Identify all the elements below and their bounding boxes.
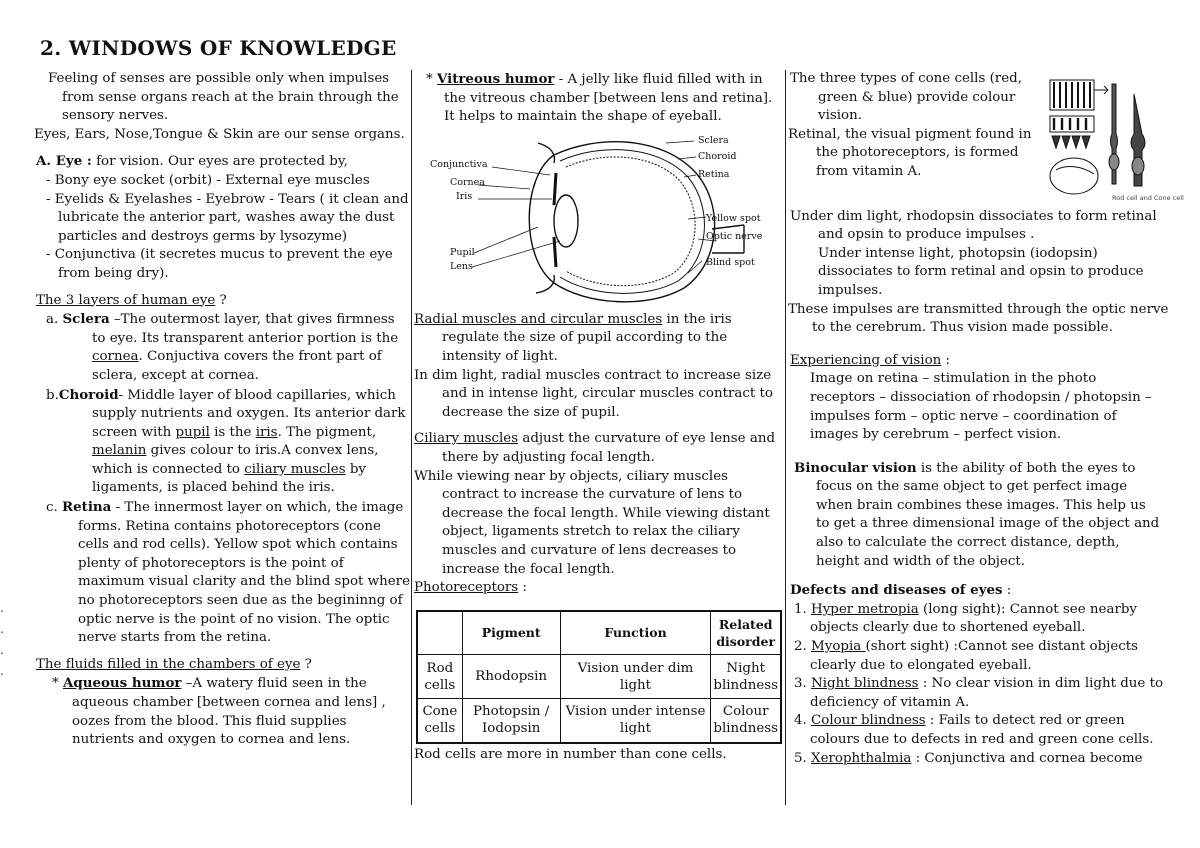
leader-choroid	[678, 157, 696, 159]
defect-name: Xerophthalmia	[811, 750, 912, 766]
defect-num: 4.	[794, 713, 812, 729]
retina-prefix: c.	[46, 500, 63, 516]
leader-cornea	[478, 185, 530, 189]
sense-organs-line: Eyes, Ears, Nose,Tongue & Skin are our sense organs.	[34, 126, 405, 142]
near-objects-para: While viewing near by objects, ciliary muscles contract to increase the curvature of lens to decrease the focal length. While viewing distant object, ligaments stretch to relax the ciliary muscles and curvature of lens decreases to increase the focal length.	[414, 468, 770, 577]
ciliary-para	[414, 430, 778, 467]
label-retina: Retina	[698, 168, 730, 180]
iris-upper	[554, 173, 556, 205]
eyelid-upper	[538, 143, 554, 163]
binocular-text: is the ability of both the eyes to focus on the same object to get perfect image when brain combines these images. This help us to get a three dimensional image of the object and also to calculate the correct distance, depth, height and width of the object.	[816, 460, 1160, 569]
protection-item: - Conjunctiva (it secretes mucus to prevent the eye from being dry).	[46, 247, 393, 281]
label-pupil: Pupil	[450, 246, 475, 258]
choroid-pupil: pupil	[175, 424, 210, 440]
label-optic-nerve: Optic nerve	[706, 230, 763, 242]
choroid-name: Choroid	[58, 386, 119, 403]
retina-name: Retina	[62, 499, 112, 516]
defects-heading	[790, 581, 1170, 601]
protection-item: - Eyelids & Eyelashes - Eyebrow - Tears ( it clean and lubricate the anterior part, washes away the dust particles and destroys germs by lysozyme)	[46, 191, 409, 244]
label-yellow-spot: Yellow spot	[706, 212, 761, 224]
label-cornea: Cornea	[450, 176, 485, 188]
photo-heading-text: Photoreceptors	[414, 580, 519, 596]
vitreous-star: *	[426, 72, 437, 87]
eyeball-inner	[566, 157, 695, 286]
defect-item	[790, 638, 1170, 675]
retina-layer-mid	[1050, 116, 1094, 132]
top-text-block	[790, 70, 1036, 182]
defect-num: 5.	[794, 750, 812, 766]
cone-types-para: The three types of cone cells (red, green & blue) provide colour vision.	[790, 71, 1022, 124]
intro-paragraph: Feeling of senses are possible only when impulses from sense organs reach at the brain through the sensory nerves.	[48, 71, 399, 124]
choroid-text-3: . The pigment,	[277, 424, 377, 440]
layers-heading	[36, 292, 412, 311]
table-header: Related disorder	[711, 611, 781, 655]
retina-cells-top	[1054, 82, 1090, 108]
margin-mark: .	[0, 643, 4, 657]
rod-cone-figure	[1046, 74, 1184, 206]
exp-heading-text: Experiencing of vision	[790, 352, 942, 368]
photoreceptor-table	[416, 610, 782, 744]
defects-heading-colon: :	[1002, 583, 1012, 599]
label-choroid: Choroid	[698, 150, 737, 162]
figure-caption: Rod cell and Cone cell	[1112, 194, 1184, 202]
leader-lens	[472, 241, 560, 267]
sclera-cornea: cornea	[92, 349, 139, 365]
radial-heading: Radial muscles and circular muscles	[414, 311, 663, 327]
choroid-prefix: b.	[46, 387, 59, 403]
fluids-heading	[36, 656, 412, 675]
label-sclera: Sclera	[698, 134, 729, 146]
column-1	[36, 70, 412, 750]
defect-text: (long sight): Cannot see nearby objects clearly due to shortened eyeball.	[810, 601, 1137, 636]
arrow	[1094, 86, 1108, 94]
cone-cell-nucleus	[1132, 157, 1144, 175]
column-3	[788, 70, 1184, 768]
choroid-text-5: by ligaments, is placed behind the iris.	[92, 461, 366, 496]
vitreous-text: - A jelly like fluid filled with in the vitreous chamber [between lens and retina]. It helps to maintain the shape of eyeball.	[444, 72, 773, 125]
vitreous-name: Vitreous humor	[436, 71, 555, 87]
retina-item	[36, 498, 412, 648]
radial-muscles-para	[414, 311, 778, 367]
retina-cells-mid	[1054, 118, 1086, 130]
table-row	[417, 655, 781, 699]
retina-cones	[1052, 136, 1090, 148]
table-cell: Colour blindness	[711, 699, 781, 743]
retinal-para: Retinal, the visual pigment found in the photoreceptors, is formed from vitamin A.	[788, 126, 1032, 179]
vitreous-item	[414, 70, 778, 127]
leader-yellow-spot	[688, 217, 706, 219]
lens-shape	[554, 195, 578, 247]
dim-light-para: Under dim light, rhodopsin dissociates to form retinal and opsin to produce impulses .	[790, 208, 1157, 243]
column-divider-2	[785, 70, 786, 805]
choroid-ciliary: ciliary muscles	[244, 461, 346, 477]
sclera-prefix: a.	[46, 312, 63, 328]
dim-light-para: In dim light, radial muscles contract to increase size and in intense light, circular muscles contract to decrease the size of pupil.	[414, 367, 773, 420]
margin-mark: .	[0, 601, 4, 615]
label-iris: Iris	[456, 190, 473, 202]
aqueous-name: Aqueous humor	[62, 675, 182, 692]
defect-name: Night blindness	[811, 676, 919, 692]
table-cell: Night blindness	[711, 655, 781, 699]
table-row	[417, 699, 781, 743]
defect-num: 3.	[794, 676, 812, 692]
exp-heading-colon: :	[941, 352, 951, 368]
defect-item	[790, 675, 1170, 712]
choroid-iris: iris	[255, 424, 278, 440]
impulse-para: These impulses are transmitted through the optic nerve to the cerebrum. Thus vision made possible.	[788, 301, 1169, 336]
margin-mark: .	[0, 664, 4, 678]
choroid-text-1: - Middle layer of blood capillaries, which supply nutrients and oxygen. Its anterior dark screen with	[92, 387, 406, 440]
defect-item	[790, 601, 1170, 638]
experiencing-heading	[790, 352, 1170, 371]
defect-name: Colour blindness	[811, 713, 926, 729]
eye-heading	[36, 152, 412, 172]
choroid-melanin: melanin	[92, 443, 147, 459]
protection-item: - Bony eye socket (orbit) - External eye muscles	[46, 172, 370, 188]
binocular-para	[792, 459, 1170, 572]
aqueous-star: *	[52, 676, 63, 692]
defect-name: Hyper metropia	[811, 601, 919, 617]
table-cell: Photopsin / Iodopsin	[462, 699, 560, 743]
table-cell: Rhodopsin	[462, 655, 560, 699]
choroid-text-2: is the	[209, 424, 256, 440]
leader-pupil	[474, 227, 538, 253]
label-conjunctiva: Conjunctiva	[430, 158, 488, 170]
margin-mark: .	[0, 622, 4, 636]
defect-num: 1.	[794, 601, 812, 617]
sclera-text-2: . Conjuctiva covers the front part of sclera, except at cornea.	[92, 349, 382, 383]
cornea-curve	[529, 155, 554, 283]
iris-lower	[554, 237, 556, 267]
defect-text: : Conjunctiva and cornea become	[911, 750, 1143, 766]
label-lens: Lens	[450, 260, 473, 272]
page-title: 2. WINDOWS OF KNOWLEDGE	[40, 36, 397, 60]
choroid-text-4: gives colour to iris.A convex lens, which is connected to	[92, 443, 379, 477]
table-header-row	[417, 611, 781, 655]
margin-marks	[0, 598, 4, 682]
intense-light-para: Under intense light, photopsin (iodopsin) dissociates to form retinal and opsin to produce impulses.	[818, 245, 1144, 298]
fluids-heading-text: The fluids filled in the chambers of eye	[36, 656, 301, 672]
defect-text: (short sight) :Cannot see distant objects clearly due to elongated eyeball.	[810, 639, 1138, 673]
eye-text: for vision. Our eyes are protected by,	[91, 154, 348, 170]
retina-text: - The innermost layer on which, the image forms. Retina contains photoreceptors (cone cells and rod cells). Yellow spot which contains plenty of photoreceptors is the point of maximum visual clarity and the blind spot where no photoreceptors seen due as the begininng of optic nerve is the point of no vision. The optic nerve starts from the retina.	[78, 500, 411, 646]
defect-name: Myopia	[811, 639, 866, 655]
defect-text: : No clear vision in dim light due to deficiency of vitamin A.	[810, 676, 1164, 710]
eyelid-lower	[536, 275, 554, 293]
aqueous-text: –A watery fluid seen in the aqueous chamber [between cornea and lens] , oozes from the blood. This fluid supplies nutrients and oxygen to cornea and lens.	[72, 676, 386, 748]
defect-text: : Fails to detect red or green colours due to defects in red and green cone cells.	[810, 713, 1154, 747]
eye-sketch	[1050, 158, 1098, 194]
choroid-item	[36, 386, 412, 499]
fluids-heading-q: ?	[300, 656, 312, 672]
table-cell: Cone cells	[417, 699, 462, 743]
defect-item	[790, 712, 1170, 749]
column-2	[414, 70, 778, 764]
ciliary-text: adjust the curvature of eye lense and there by adjusting focal length.	[442, 431, 776, 465]
layers-heading-q: ?	[215, 292, 227, 308]
experiencing-text: Image on retina – stimulation in the photo receptors – dissociation of rhodopsin / photopsin – impulses form – optic nerve – coordination of images by cerebrum – perfect vision.	[810, 371, 1152, 443]
rod-cell-nucleus	[1109, 154, 1119, 170]
photoreceptors-heading	[414, 579, 778, 598]
table-cell: Vision under dim light	[560, 655, 711, 699]
table-cell: Vision under intense light	[560, 699, 711, 743]
ciliary-heading: Ciliary muscles	[414, 431, 519, 447]
table-cell: Rod cells	[417, 655, 462, 699]
leader-sclera	[666, 141, 694, 143]
table-header: Function	[560, 611, 711, 655]
eyeball-middle	[560, 149, 704, 293]
eye-sketch-detail	[1056, 167, 1094, 174]
binocular-name: Binocular vision	[794, 459, 917, 476]
defect-num: 2.	[794, 639, 812, 655]
eye-diagram	[426, 133, 771, 305]
layers-heading-text: The 3 layers of human eye	[36, 292, 216, 308]
sclera-text-1: –The outermost layer, that gives firmness to eye. Its transparent anterior portion is the	[92, 312, 399, 346]
table-header: Pigment	[462, 611, 560, 655]
radial-text: in the iris regulate the size of pupil according to the intensity of light.	[442, 311, 732, 364]
photo-heading-colon: :	[518, 580, 527, 596]
rod-note: Rod cells are more in number than cone cells.	[414, 746, 727, 762]
defects-heading-text: Defects and diseases of eyes	[790, 582, 1003, 599]
sclera-name: Sclera	[62, 311, 110, 328]
aqueous-item	[36, 674, 412, 749]
sclera-item	[36, 310, 412, 385]
eye-label: A. Eye :	[36, 153, 92, 170]
label-blind-spot: Blind spot	[706, 256, 755, 268]
table-header	[417, 611, 462, 655]
defect-item	[790, 750, 1170, 769]
